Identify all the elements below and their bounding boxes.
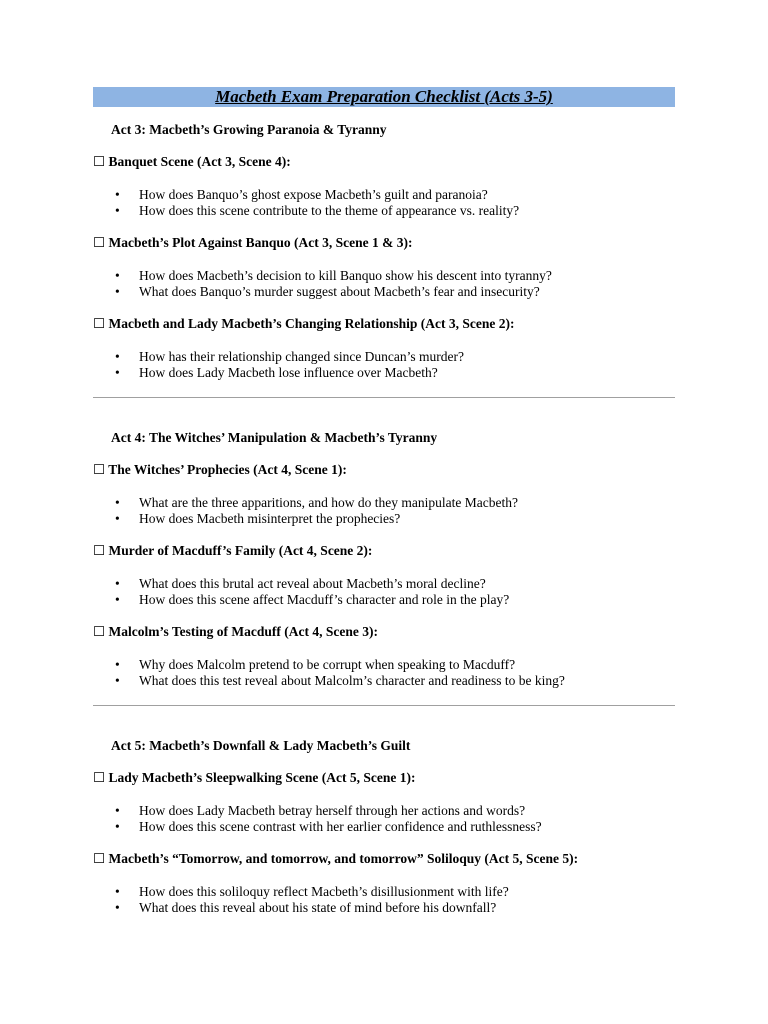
question-list xyxy=(115,657,675,689)
act-heading: Act 3: Macbeth’s Growing Paranoia & Tyranny xyxy=(111,122,387,137)
checklist-item-label: Malcolm’s Testing of Macduff (Act 4, Scene 3): xyxy=(108,624,378,639)
question-item xyxy=(115,803,675,819)
question-item xyxy=(115,819,675,835)
checklist-item-label: Lady Macbeth’s Sleepwalking Scene (Act 5, Scene 1): xyxy=(108,770,416,785)
checkbox-icon: ☐ xyxy=(93,770,106,785)
checklist-item-label: Macbeth’s “Tomorrow, and tomorrow, and tomorrow” Soliloquy (Act 5, Scene 5): xyxy=(108,851,579,866)
checklist-item-label: The Witches’ Prophecies (Act 4, Scene 1): xyxy=(108,462,347,477)
checkbox-icon: ☐ xyxy=(93,462,106,477)
document-page xyxy=(93,87,675,916)
bullet-icon: • xyxy=(115,803,120,818)
question-item xyxy=(115,900,675,916)
checklist-item xyxy=(93,770,675,786)
question-item xyxy=(115,268,675,284)
question-text: How does this scene contrast with her earlier confidence and ruthlessness? xyxy=(139,819,542,834)
act-heading: Act 5: Macbeth’s Downfall & Lady Macbeth’s Guilt xyxy=(111,738,411,753)
bullet-icon: • xyxy=(115,495,120,510)
question-text: How does this scene contribute to the theme of appearance vs. reality? xyxy=(139,203,520,218)
bullet-icon: • xyxy=(115,365,120,380)
bullet-icon: • xyxy=(115,592,120,607)
bullet-icon: • xyxy=(115,203,120,218)
question-item xyxy=(115,365,675,381)
question-item xyxy=(115,576,675,592)
question-item xyxy=(115,592,675,608)
question-item xyxy=(115,673,675,689)
checklist-item xyxy=(93,851,675,867)
bullet-icon: • xyxy=(115,900,120,915)
checklist-item-label: Banquet Scene (Act 3, Scene 4): xyxy=(108,154,291,169)
act-heading: Act 4: The Witches’ Manipulation & Macbeth’s Tyranny xyxy=(111,430,438,445)
question-text: What does this test reveal about Malcolm’s character and readiness to be king? xyxy=(139,673,565,688)
question-list xyxy=(115,187,675,219)
checkbox-icon: ☐ xyxy=(93,235,106,250)
question-item xyxy=(115,349,675,365)
question-text: How does this soliloquy reflect Macbeth’s disillusionment with life? xyxy=(139,884,509,899)
question-text: How does Banquo’s ghost expose Macbeth’s guilt and paranoia? xyxy=(139,187,488,202)
section-act-3 xyxy=(93,122,675,381)
checkbox-icon: ☐ xyxy=(93,851,106,866)
question-list xyxy=(115,884,675,916)
question-item xyxy=(115,495,675,511)
question-text: How does Macbeth’s decision to kill Banquo show his descent into tyranny? xyxy=(139,268,552,283)
checklist-item xyxy=(93,543,675,559)
question-text: What are the three apparitions, and how do they manipulate Macbeth? xyxy=(139,495,518,510)
question-item xyxy=(115,187,675,203)
question-list xyxy=(115,495,675,527)
checklist-item xyxy=(93,316,675,332)
checklist-item xyxy=(93,462,675,478)
bullet-icon: • xyxy=(115,511,120,526)
question-text: How does Lady Macbeth betray herself through her actions and words? xyxy=(139,803,526,818)
question-item xyxy=(115,203,675,219)
checkbox-icon: ☐ xyxy=(93,543,106,558)
bullet-icon: • xyxy=(115,884,120,899)
question-item xyxy=(115,657,675,673)
question-list xyxy=(115,268,675,300)
question-item xyxy=(115,884,675,900)
question-text: How does Lady Macbeth lose influence over Macbeth? xyxy=(139,365,438,380)
checklist-item xyxy=(93,235,675,251)
bullet-icon: • xyxy=(115,673,120,688)
question-text: What does this reveal about his state of mind before his downfall? xyxy=(139,900,497,915)
checkbox-icon: ☐ xyxy=(93,154,106,169)
checklist-item xyxy=(93,624,675,640)
question-text: What does this brutal act reveal about Macbeth’s moral decline? xyxy=(139,576,486,591)
question-text: Why does Malcolm pretend to be corrupt when speaking to Macduff? xyxy=(139,657,516,672)
question-item xyxy=(115,284,675,300)
question-list xyxy=(115,576,675,608)
section-act-5 xyxy=(93,738,675,916)
bullet-icon: • xyxy=(115,349,120,364)
bullet-icon: • xyxy=(115,819,120,834)
bullet-icon: • xyxy=(115,268,120,283)
question-text: How does Macbeth misinterpret the prophecies? xyxy=(139,511,401,526)
document-title: Macbeth Exam Preparation Checklist (Acts 3-5) xyxy=(93,87,675,107)
question-item xyxy=(115,511,675,527)
question-list xyxy=(115,349,675,381)
question-list xyxy=(115,803,675,835)
question-text: How has their relationship changed since Duncan’s murder? xyxy=(139,349,465,364)
checkbox-icon: ☐ xyxy=(93,624,106,639)
checkbox-icon: ☐ xyxy=(93,316,106,331)
checklist-item-label: Murder of Macduff’s Family (Act 4, Scene 2): xyxy=(108,543,373,558)
checklist-item-label: Macbeth’s Plot Against Banquo (Act 3, Scene 1 & 3): xyxy=(108,235,413,250)
bullet-icon: • xyxy=(115,284,120,299)
question-text: What does Banquo’s murder suggest about Macbeth’s fear and insecurity? xyxy=(139,284,540,299)
bullet-icon: • xyxy=(115,657,120,672)
bullet-icon: • xyxy=(115,576,120,591)
bullet-icon: • xyxy=(115,187,120,202)
checklist-item-label: Macbeth and Lady Macbeth’s Changing Relationship (Act 3, Scene 2): xyxy=(108,316,515,331)
section-act-4 xyxy=(93,430,675,689)
checklist-item xyxy=(93,154,675,170)
question-text: How does this scene affect Macduff’s character and role in the play? xyxy=(139,592,510,607)
